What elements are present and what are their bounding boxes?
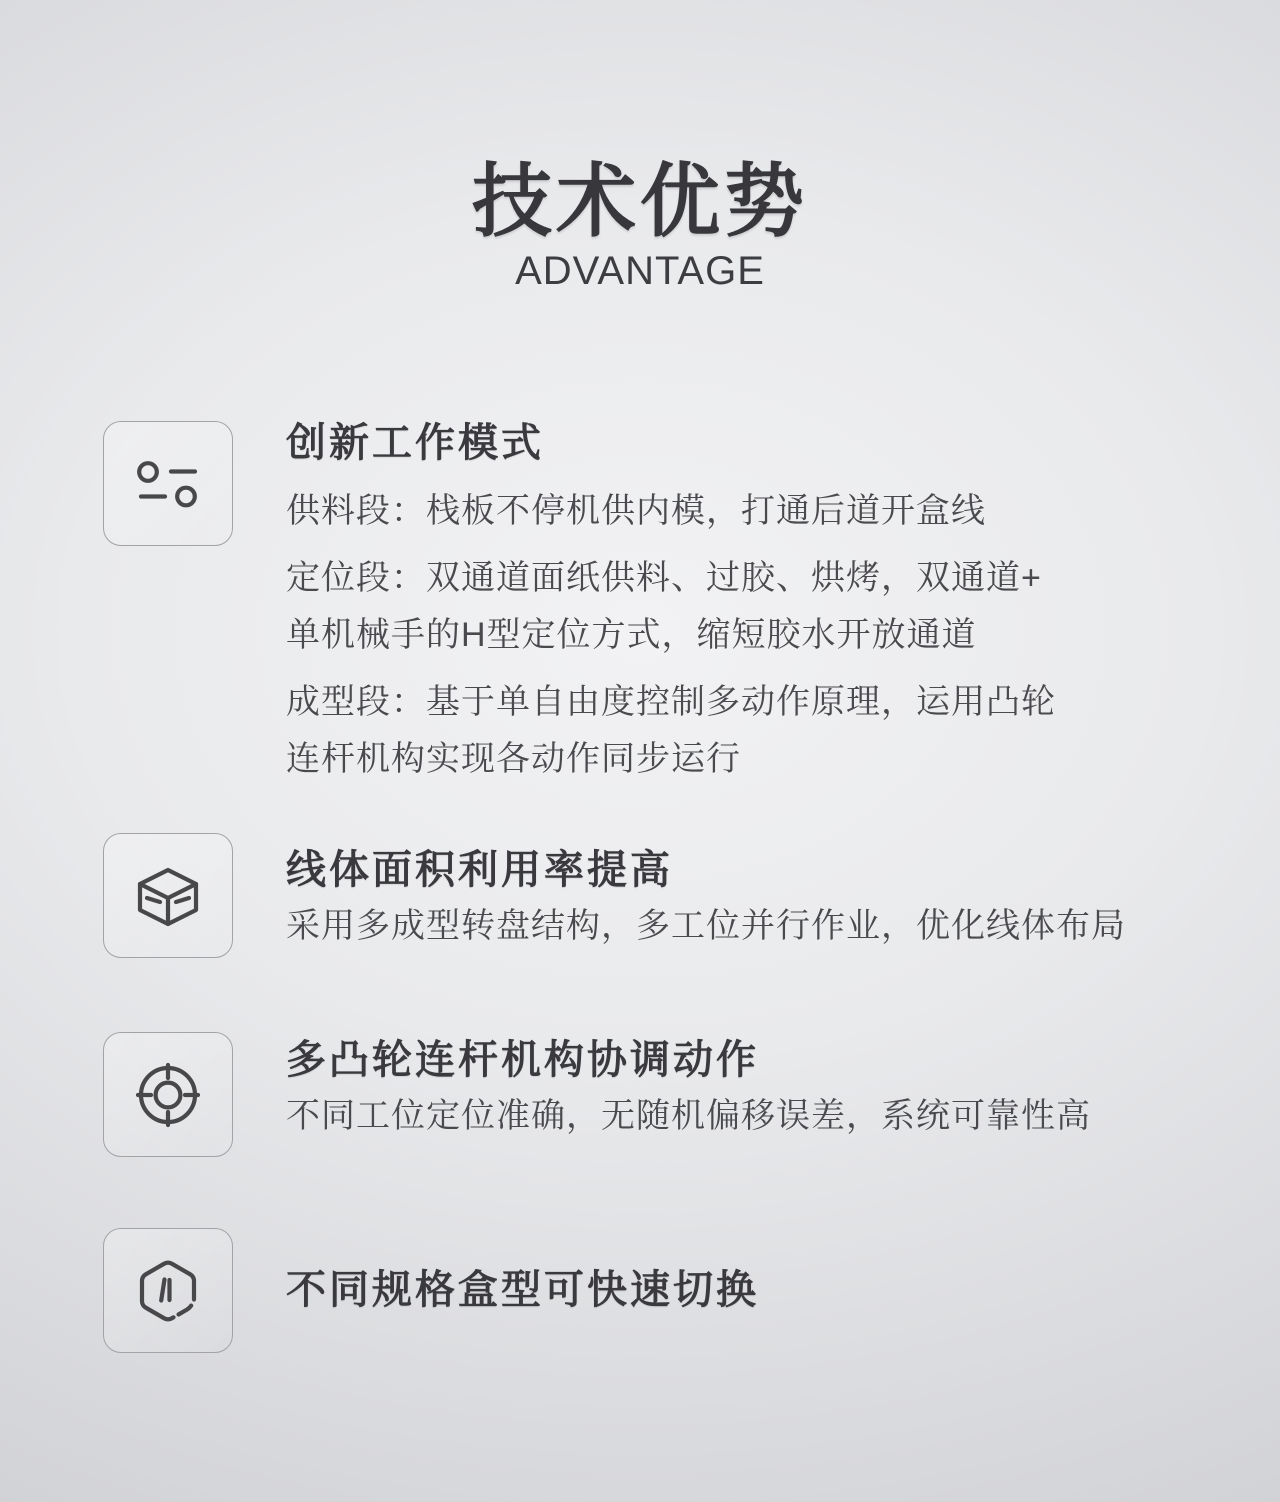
feature-icon-tile	[103, 833, 233, 958]
feature-text-block	[286, 1036, 1186, 1145]
target-crosshair-icon	[134, 1061, 202, 1129]
feature-text-block	[286, 846, 1186, 955]
section-header	[0, 158, 1280, 294]
hexagon-gauge-icon	[134, 1257, 202, 1325]
cube-icon	[134, 862, 202, 930]
feature-paragraph: 采用多成型转盘结构，多工位并行作业，优化线体布局	[286, 907, 1126, 945]
feature-paragraph: 供料段：栈板不停机供内模，打通后道开盒线	[286, 492, 986, 530]
feature-icon-tile	[103, 421, 233, 546]
feature-icon-tile	[103, 1032, 233, 1157]
feature-paragraph: 定位段：双通道面纸供料、过胶、烘烤，双通道+ 单机械手的H型定位方式，缩短胶水开放通道	[286, 559, 1042, 654]
feature-text-block	[286, 1266, 1186, 1314]
feature-paragraph: 成型段：基于单自由度控制多动作原理，运用凸轮 连杆机构实现各动作同步运行	[286, 683, 1056, 778]
feature-icon-tile	[103, 1228, 233, 1353]
feature-heading: 多凸轮连杆机构协调动作	[286, 1038, 759, 1082]
page-title: 技术优势	[472, 157, 808, 246]
feature-heading: 创新工作模式	[286, 421, 544, 465]
page-subtitle: ADVANTAGE	[515, 249, 765, 293]
feature-text-block	[286, 419, 1186, 788]
feature-paragraph: 不同工位定位准确，无随机偏移误差，系统可靠性高	[286, 1097, 1091, 1135]
feature-heading: 不同规格盒型可快速切换	[286, 1268, 759, 1312]
sliders-icon	[134, 450, 202, 518]
feature-heading: 线体面积利用率提高	[286, 848, 673, 892]
